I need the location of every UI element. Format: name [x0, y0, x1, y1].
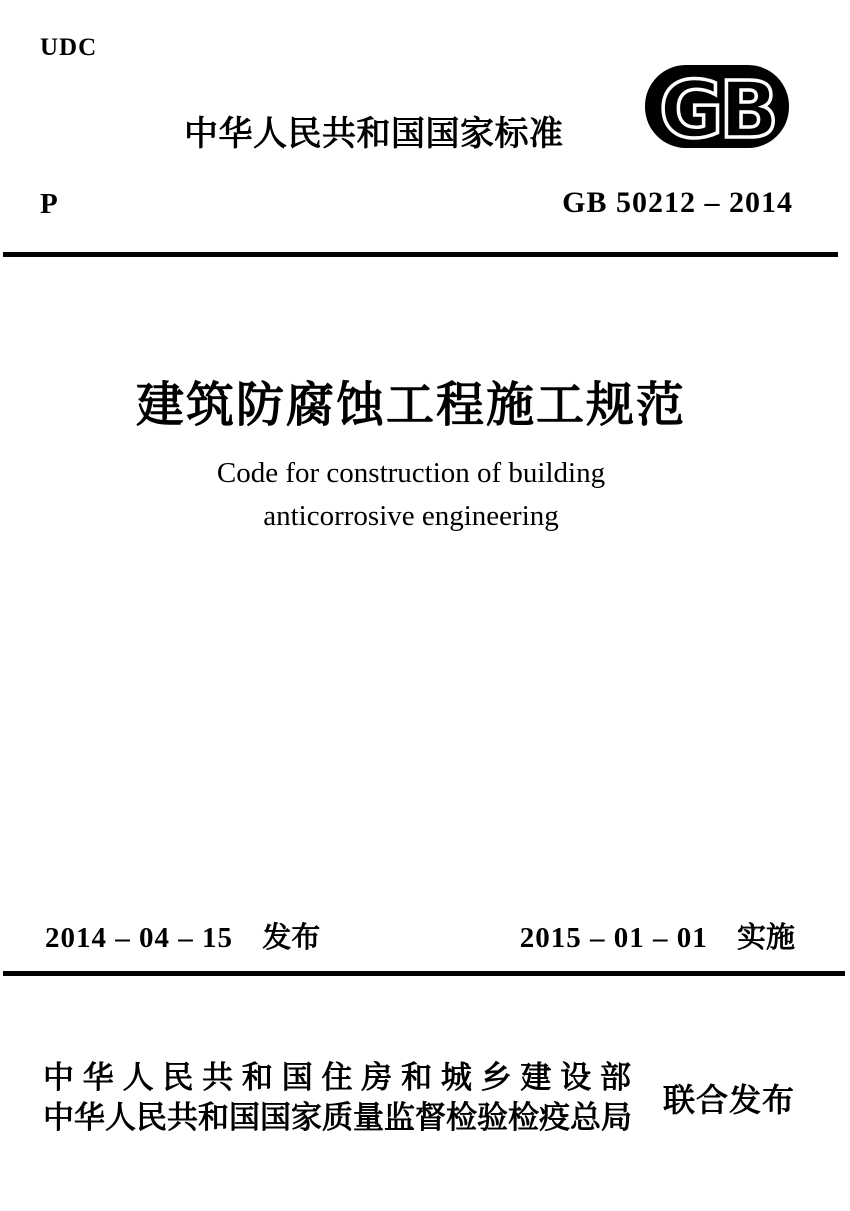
publishers-block	[43, 1058, 795, 1138]
publisher-line1: 中华人民共和国住房和城乡建设部	[43, 1060, 631, 1095]
effective-date-item	[520, 915, 795, 956]
udc-label: UDC	[40, 34, 98, 61]
classification-code: P	[40, 188, 58, 220]
issue-label: 发布	[262, 922, 321, 954]
standard-number: GB 50212 – 2014	[562, 186, 793, 219]
effective-date: 2015 – 01 – 01	[519, 922, 708, 954]
issue-date-item	[45, 915, 320, 956]
publisher-line2: 中华人民共和国国家质量监督检验检疫总局	[43, 1100, 632, 1135]
gb-logo-icon	[643, 63, 791, 150]
dates-row	[45, 915, 795, 956]
top-divider-rule	[3, 252, 838, 257]
joint-release-label: 联合发布	[662, 1082, 795, 1118]
svg-text:GB: GB	[659, 66, 775, 150]
title-chinese: 建筑防腐蚀工程施工规范	[135, 379, 686, 432]
title-english	[0, 452, 850, 538]
publisher-names	[43, 1058, 631, 1138]
effective-label: 实施	[736, 922, 795, 954]
title-english-line1: Code for construction of building	[216, 457, 606, 489]
issue-date: 2014 – 04 – 15	[45, 922, 233, 954]
title-english-line2: anticorrosive engineering	[263, 500, 559, 532]
national-standard-heading: 中华人民共和国国家标准	[184, 115, 564, 153]
bottom-divider-rule	[3, 971, 845, 976]
